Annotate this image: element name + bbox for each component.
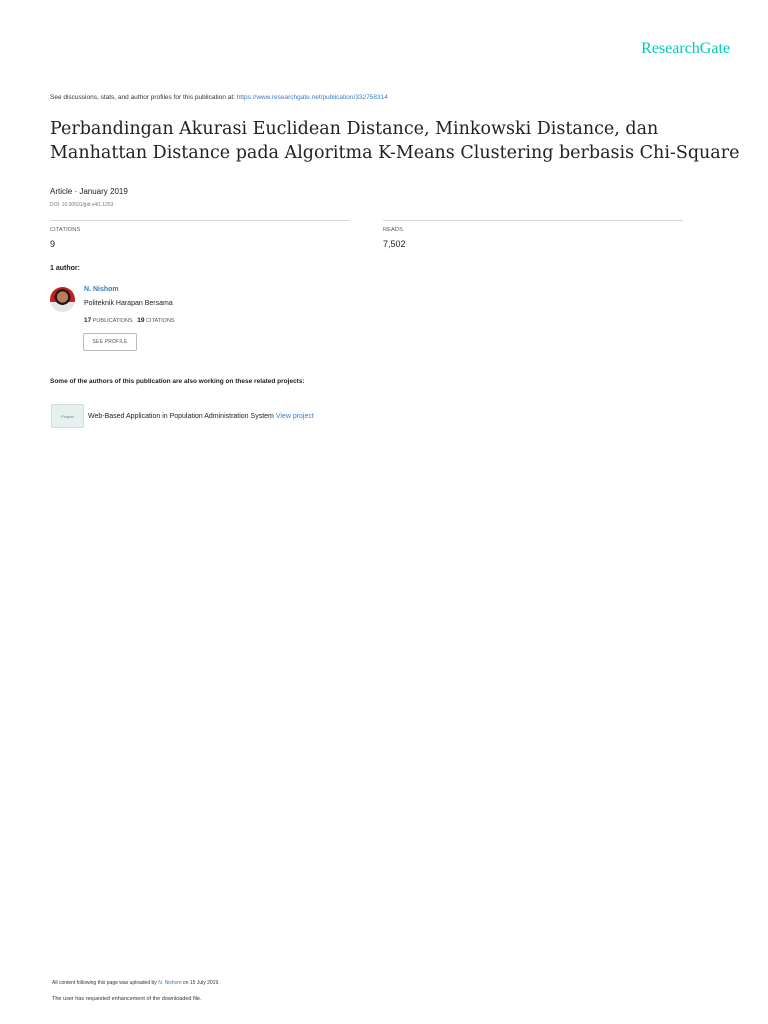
citations-value: 9 xyxy=(50,239,56,249)
publication-meta: Article · January 2019 xyxy=(50,187,128,196)
publication-doi: DOI: 10.30591/jpit.v4i1.1253 xyxy=(50,202,114,208)
author-stats xyxy=(84,317,175,324)
citations-divider xyxy=(50,220,350,221)
researchgate-logo[interactable]: ResearchGate xyxy=(641,40,730,57)
author-avatar[interactable] xyxy=(50,287,75,312)
view-project-link[interactable]: View project xyxy=(275,413,314,420)
author-institution: Politeknik Harapan Bersama xyxy=(84,300,173,307)
reads-divider xyxy=(383,220,683,221)
discussion-prefix: See discussions, stats, and author profiles for this publication at: xyxy=(50,94,235,101)
author-name-link[interactable]: N. Nishom xyxy=(84,286,119,293)
reads-label: READS xyxy=(383,227,403,233)
project-title: Web-Based Application in Population Administration System xyxy=(88,413,274,420)
publication-title: Perbandingan Akurasi Euclidean Distance, Minkowski Distance, dan Manhattan Distance pada Algoritma K-Means Clustering berbasis Chi-Square xyxy=(50,119,740,163)
author-citations-label: CITATIONS xyxy=(146,318,175,324)
enhancement-note: The user has requested enhancement of the downloaded file. xyxy=(52,996,202,1002)
upload-suffix: on 15 July 2019. xyxy=(182,980,220,986)
upload-prefix: All content following this page was uploaded by xyxy=(52,980,157,986)
authors-heading: 1 author: xyxy=(50,265,80,272)
author-publications-label: PUBLICATIONS xyxy=(92,318,133,324)
upload-note xyxy=(52,980,220,986)
uploader-link[interactable]: N. Nishom xyxy=(158,980,182,986)
citations-label: CITATIONS xyxy=(50,227,81,233)
see-profile-button[interactable]: SEE PROFILE xyxy=(83,333,137,351)
discussion-line xyxy=(50,94,388,101)
publication-url-link[interactable]: https://www.researchgate.net/publication/332758314 xyxy=(236,94,388,101)
author-publications-count: 17 xyxy=(84,317,92,324)
related-projects-heading: Some of the authors of this publication are also working on these related projects: xyxy=(50,378,305,385)
project-item xyxy=(88,413,314,420)
reads-value: 7,502 xyxy=(383,239,406,249)
project-icon: Project xyxy=(51,404,84,428)
author-citations-count: 19 xyxy=(137,317,145,324)
